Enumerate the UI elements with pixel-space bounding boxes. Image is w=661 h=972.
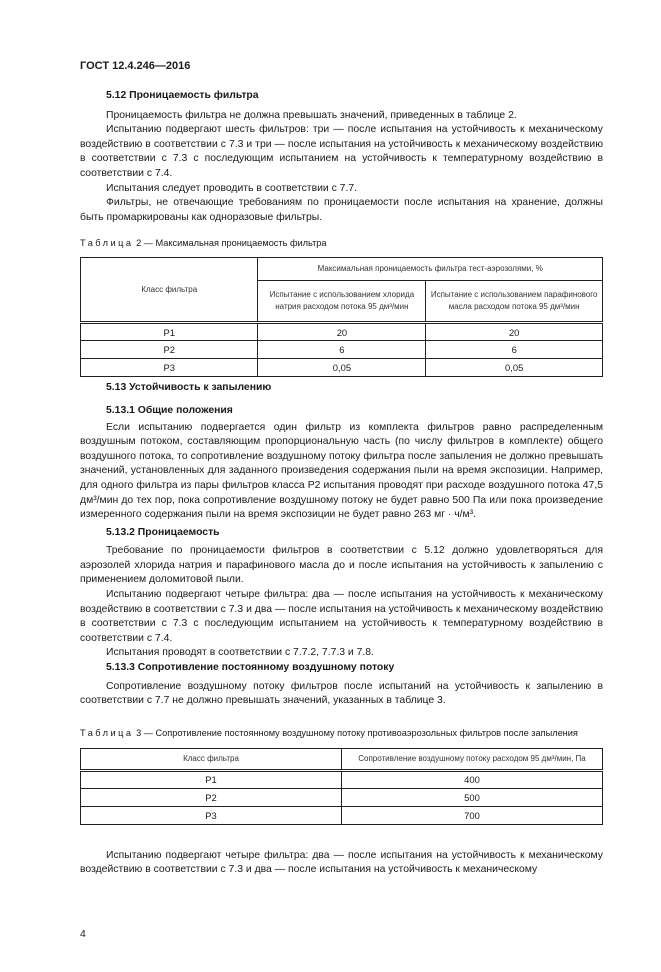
cell: P2 [81, 341, 258, 359]
table-row [81, 341, 603, 359]
cell: 20 [258, 323, 426, 341]
subsection-heading: 5.13.3 Сопротивление постоянному воздушному потоку [106, 662, 395, 674]
table-2-block [80, 237, 603, 377]
table-2 [80, 257, 603, 377]
table-row [81, 323, 603, 341]
paragraph: Сопротивление воздушному потоку фильтров после испытаний на устойчивость к запылению в соответствии с 7.7 не должно превышать значений, указанных в таблице 3. [80, 680, 603, 707]
cell: 400 [342, 770, 603, 788]
header-group: Максимальная проницаемость фильтра тест-аэрозолями, % [258, 258, 603, 281]
cell: 6 [426, 341, 603, 359]
paragraph: Испытания проводят в соответствии с 7.7.2, 7.7.3 и 7.8. [106, 647, 374, 659]
cell: 20 [426, 323, 603, 341]
table-row [81, 359, 603, 377]
cell: 0,05 [426, 359, 603, 377]
table-3-block [80, 727, 603, 825]
header-class: Класс фильтра [81, 258, 258, 323]
paragraph: Испытания следует проводить в соответствии с 7.7. [106, 182, 357, 194]
cell: P3 [81, 806, 342, 824]
caption-label: Таблица [80, 238, 134, 249]
subsection-heading: 5.13.1 Общие положения [106, 404, 233, 416]
table-row [81, 788, 603, 806]
table-caption [80, 237, 603, 250]
table-row [81, 806, 603, 824]
section-heading: 5.12 Проницаемость фильтра [106, 90, 259, 101]
paragraph: Фильтры, не отвечающие требованиям по проницаемости после испытания на хранение, должны быть промаркированы как одноразовые фильтры. [80, 197, 603, 223]
table-caption [80, 727, 603, 740]
paragraph: Испытанию подвергают четыре фильтра: два — после испытания на устойчивость к механическому воздействию в соответствии с 7.3 и два — после испытания на устойчивость к механическому [80, 849, 603, 876]
page-number: 4 [80, 929, 86, 940]
caption-label: Таблица [80, 727, 134, 738]
section-5-13 [80, 381, 603, 708]
cell: 0,05 [258, 359, 426, 377]
cell: P1 [81, 323, 258, 341]
final-paragraph [80, 849, 603, 878]
paragraph: Если испытанию подвергается один фильтр из комплекта фильтров равно распределенным воздушным потоком, составляющим пропорциональную часть (по числу фильтров в комплекте) общего воздушного потока, то сопротивление воздушному потоку фильтра после запыления не должно превышать значений, установленных для заданного произведения содержания пыли на время экспозиции. Например, для одного фильтра из пары фильтров класса P2 испытания проводят при расходе воздушного потока 47,5 дм³/мин до тех пор, пока сопротивление воздушному потоку не будет равно 500 Па или пока произведение измеренного содержания пыли на время экспозиции не будет равно 263 мг · ч/м³. [80, 421, 603, 521]
header-nacl: Испытание с использованием хлорида натрия расходом потока 95 дм³/мин [258, 281, 426, 323]
document-header: ГОСТ 12.4.246—2016 [80, 60, 191, 72]
cell: P1 [81, 770, 342, 788]
header-paraffin: Испытание с использованием парафинового масла расходом потока 95 дм³/мин [426, 281, 603, 323]
cell: 6 [258, 341, 426, 359]
paragraph: Требование по проницаемости фильтров в соответствии с 5.12 должно удовлетворяться для аэрозолей хлорида натрия и парафинового масла до и после испытания на устойчивость к запылению с применением доломитовой пыли. [80, 545, 603, 586]
cell: 700 [342, 806, 603, 824]
section-5-12 [80, 89, 603, 225]
caption-text: 2 — Максимальная проницаемость фильтра [136, 238, 327, 249]
cell: 500 [342, 788, 603, 806]
paragraph: Испытанию подвергают шесть фильтров: три — после испытания на устойчивость к механическому воздействию в соответствии с 7.3 и три — после испытания на устойчивость к механическому воздействию в соответствии с 7.3 с последующим испытанием на устойчивость к температурному воздействию в соответствии с 7.4. [80, 124, 603, 179]
table-3 [80, 748, 603, 825]
cell: P2 [81, 788, 342, 806]
caption-text: 3 — Сопротивление постоянному воздушному потоку противоаэрозольных фильтров после запыления [136, 727, 578, 738]
paragraph: Испытанию подвергают четыре фильтра: два — после испытания на устойчивость к механическому воздействию в соответствии с 7.3 и два — после испытания на устойчивость к механическому воздействию в соответствии с 7.3 с последующим испытанием на устойчивость к температурному воздействию в соответствии с 7.4. [80, 589, 603, 644]
paragraph: Проницаемость фильтра не должна превышать значений, приведенных в таблице 2. [106, 109, 517, 121]
table-row [81, 770, 603, 788]
header-resistance: Сопротивление воздушному потоку расходом 95 дм³/мин, Па [342, 748, 603, 770]
section-heading: 5.13 Устойчивость к запылению [106, 382, 272, 394]
cell: P3 [81, 359, 258, 377]
header-class: Класс фильтра [81, 748, 342, 770]
subsection-heading: 5.13.2 Проницаемость [106, 526, 220, 538]
